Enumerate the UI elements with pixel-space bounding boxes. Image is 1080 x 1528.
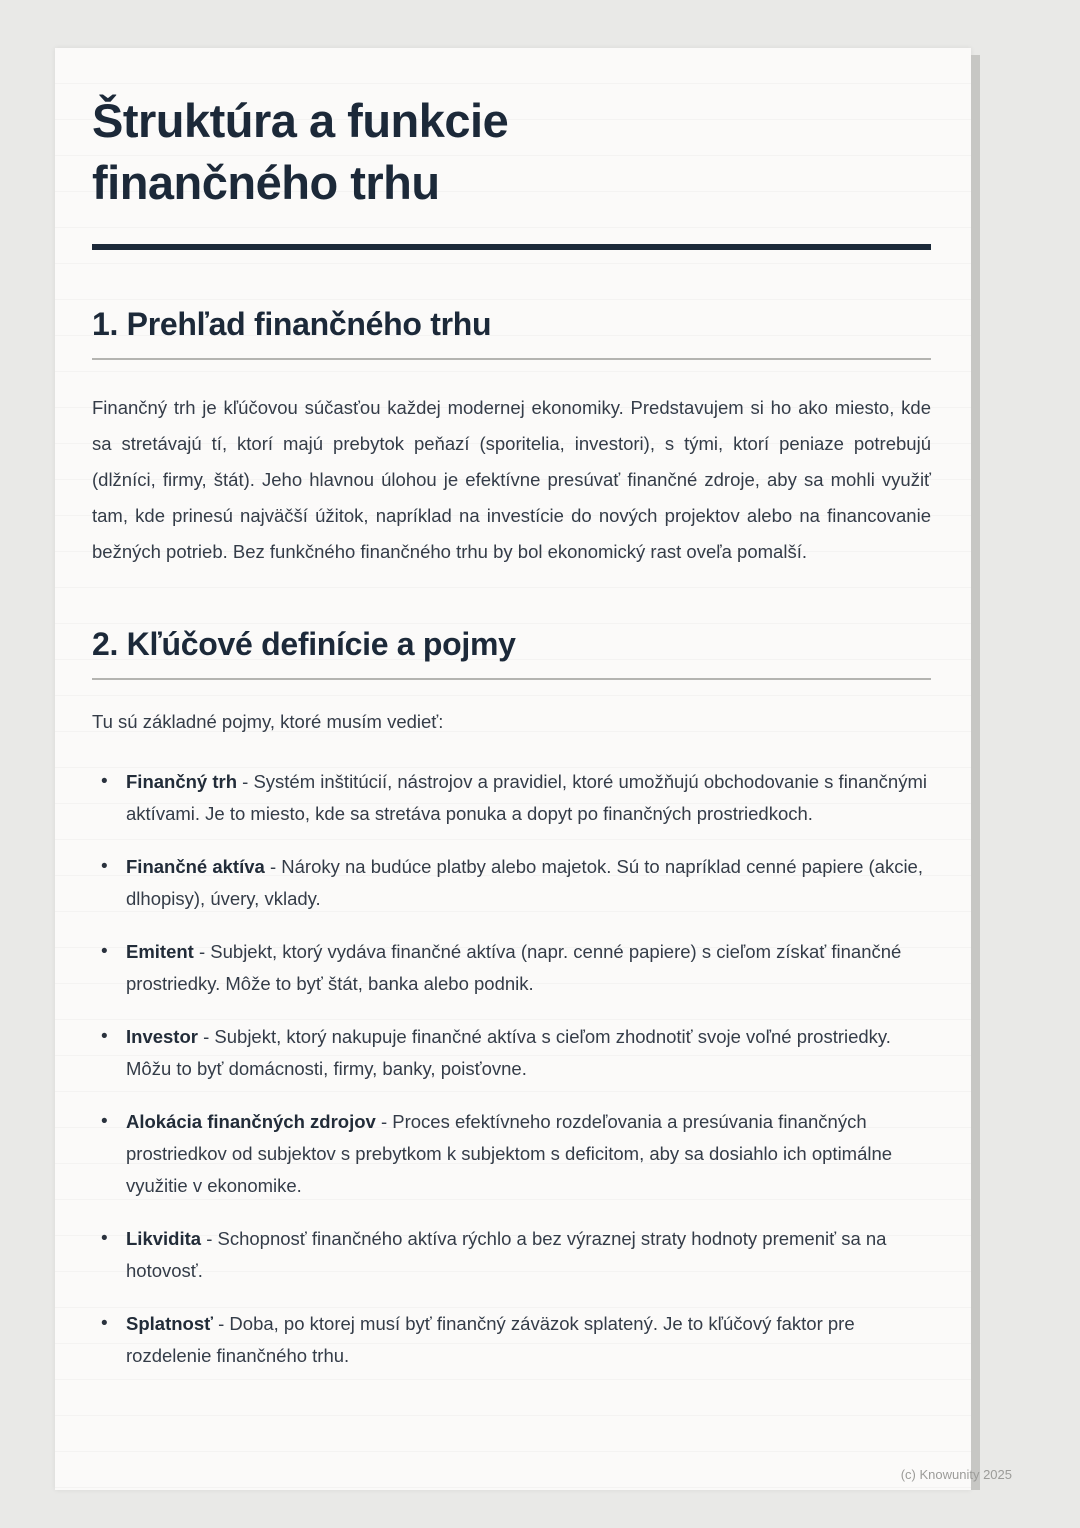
title-divider (92, 244, 931, 250)
section-definitions (92, 626, 931, 1372)
term-definition: - Subjekt, ktorý nakupuje finančné aktíva s cieľom zhodnotiť svoje voľné prostriedky. Môžu to byť domácnosti, firmy, banky, poisťovne. (126, 1025, 891, 1079)
term-definition: - Doba, po ktorej musí byť finančný záväzok splatený. Je to kľúčový faktor pre rozdelenie finančného trhu. (126, 1312, 855, 1366)
section-1-heading: 1. Prehľad finančného trhu (92, 306, 492, 343)
definitions-intro: Tu sú základné pojmy, ktoré musím vedieť: (92, 710, 444, 732)
list-item (92, 1021, 931, 1085)
bullet-icon: • (101, 855, 108, 877)
term-name: Finančné aktíva (126, 855, 265, 877)
term-definition: - Systém inštitúcií, nástrojov a pravidiel, ktoré umožňujú obchodovanie s finančnými aktívami. Je to miesto, kde sa stretáva ponuka a dopyt po finančných prostriedkoch. (126, 770, 927, 824)
terms-list (92, 766, 931, 1372)
bullet-icon: • (101, 1312, 108, 1334)
bullet-icon: • (101, 1227, 108, 1249)
section-overview (92, 306, 931, 570)
term-name: Emitent (126, 940, 194, 962)
list-item (92, 851, 931, 915)
term-name: Investor (126, 1025, 198, 1047)
term-definition: - Proces efektívneho rozdeľovania a presúvania finančných prostriedkov od subjektov s prebytkom k subjektom s deficitom, aby sa dosiahlo ich optimálne využitie v ekonomike. (126, 1110, 893, 1196)
term-definition: - Nároky na budúce platby alebo majetok. Sú to napríklad cenné papiere (akcie, dlhopisy), úvery, vklady. (126, 855, 923, 909)
overview-paragraph: Finančný trh je kľúčovou súčasťou každej modernej ekonomiky. Predstavujem si ho ako miesto, kde sa stretávajú tí, ktorí majú prebytok peňazí (sporitelia, investori), s tými, ktorí peniaze potrebujú (dlžníci, firmy, štát). Jeho hlavnou úlohou je efektívne presúvať finančné zdroje, aby sa mohli využiť tam, kde prinesú najväčší úžitok, napríklad na investície do nových projektov alebo na financovanie bežných potrieb. Bez funkčného finančného trhu by bol ekonomický rast oveľa pomalší. (92, 396, 931, 562)
term-name: Splatnosť (126, 1312, 213, 1334)
bullet-icon: • (101, 770, 108, 792)
term-name: Likvidita (126, 1227, 202, 1249)
bullet-icon: • (101, 1025, 108, 1047)
section-1-divider (92, 358, 931, 360)
list-item (92, 766, 931, 830)
bullet-icon: • (101, 1110, 108, 1132)
list-item (92, 936, 931, 1000)
page-edge-line (971, 55, 980, 1490)
term-definition: - Subjekt, ktorý vydáva finančné aktíva (napr. cenné papiere) s cieľom získať finančné prostriedky. Môže to byť štát, banka alebo podnik. (126, 940, 902, 994)
bullet-icon: • (101, 940, 108, 962)
page-title: Štruktúra a funkcie finančného trhu (92, 94, 509, 210)
term-name: Finančný trh (126, 770, 238, 792)
copyright-notice: (c) Knowunity 2025 (900, 1467, 1012, 1482)
document-page (55, 48, 971, 1490)
list-item (92, 1308, 931, 1372)
term-definition: - Schopnosť finančného aktíva rýchlo a bez výraznej straty hodnoty premeniť sa na hotovosť. (126, 1227, 887, 1281)
term-name: Alokácia finančných zdrojov (126, 1110, 376, 1132)
section-2-divider (92, 678, 931, 680)
list-item (92, 1106, 931, 1202)
section-2-heading: 2. Kľúčové definície a pojmy (92, 625, 516, 662)
list-item (92, 1223, 931, 1287)
